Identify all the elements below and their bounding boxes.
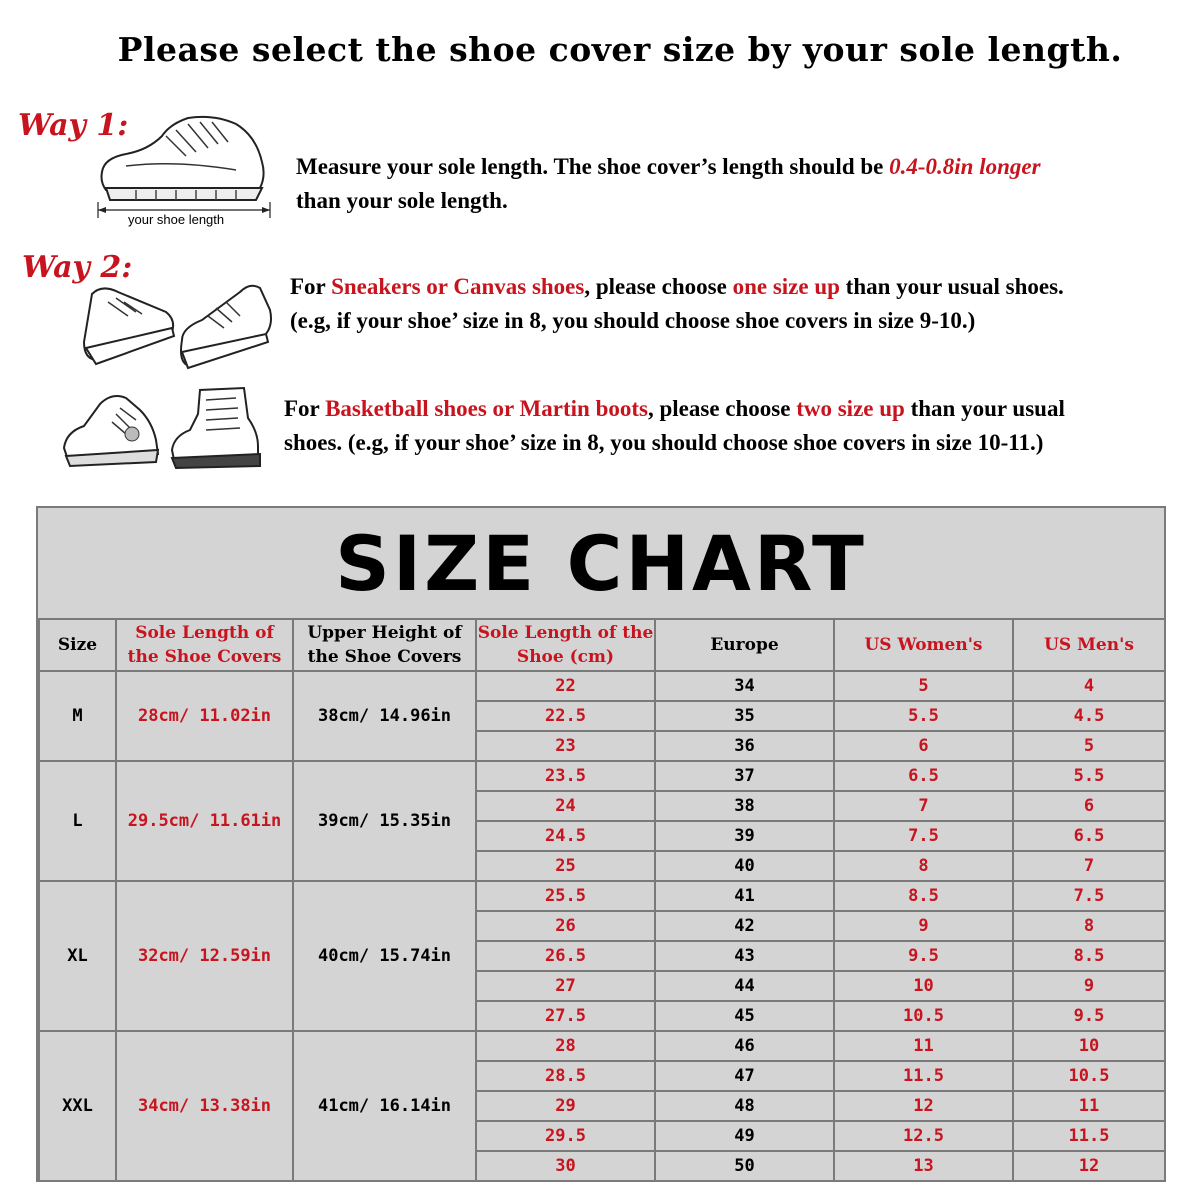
us-men-size-cell: 4.5 [1013, 701, 1165, 731]
europe-size-cell: 46 [655, 1031, 834, 1061]
us-women-size-cell: 11.5 [834, 1061, 1013, 1091]
us-men-size-cell: 9.5 [1013, 1001, 1165, 1031]
us-women-size-cell: 7 [834, 791, 1013, 821]
header-us-men: US Men's [1013, 619, 1165, 671]
europe-size-cell: 37 [655, 761, 834, 791]
us-women-size-cell: 10 [834, 971, 1013, 1001]
us-men-size-cell: 8 [1013, 911, 1165, 941]
size-table-body [39, 671, 1165, 1181]
boots-text-mid: , please choose [647, 396, 797, 421]
sole-length-shoe-cell: 27.5 [476, 1001, 655, 1031]
header-size: Size [39, 619, 116, 671]
europe-size-cell: 50 [655, 1151, 834, 1181]
sole-length-shoe-cell: 26.5 [476, 941, 655, 971]
us-women-size-cell: 10.5 [834, 1001, 1013, 1031]
way-2-label: Way 2: [22, 250, 133, 285]
size-cell: XL [39, 881, 116, 1031]
us-women-size-cell: 12 [834, 1091, 1013, 1121]
sole-length-shoe-cell: 22.5 [476, 701, 655, 731]
us-men-size-cell: 4 [1013, 671, 1165, 701]
us-women-size-cell: 6.5 [834, 761, 1013, 791]
way-1-text-part-2: than your sole length. [296, 188, 508, 213]
sole-length-shoe-cell: 23 [476, 731, 655, 761]
us-women-size-cell: 7.5 [834, 821, 1013, 851]
us-women-size-cell: 9 [834, 911, 1013, 941]
shoe-length-caption: your shoe length [128, 212, 225, 227]
europe-size-cell: 42 [655, 911, 834, 941]
us-men-size-cell: 6 [1013, 791, 1165, 821]
us-men-size-cell: 7 [1013, 851, 1165, 881]
table-row [39, 671, 1165, 701]
us-men-size-cell: 10.5 [1013, 1061, 1165, 1091]
europe-size-cell: 36 [655, 731, 834, 761]
page-headline: Please select the shoe cover size by your sole length. [117, 30, 1123, 69]
boots-text-pre: For [284, 396, 326, 421]
sneakers-text-post: than your usual shoes. [839, 274, 1064, 299]
one-size-up-highlight: one size up [732, 274, 840, 299]
sole-length-shoe-cell: 29 [476, 1091, 655, 1121]
way-2-boots-instructions [284, 392, 1194, 460]
way-1-highlight: 0.4-0.8in longer [889, 154, 1041, 179]
us-men-size-cell: 7.5 [1013, 881, 1165, 911]
upper-height-cell: 41cm/ 16.14in [293, 1031, 476, 1181]
europe-size-cell: 44 [655, 971, 834, 1001]
upper-height-cell: 39cm/ 15.35in [293, 761, 476, 881]
table-row [39, 881, 1165, 911]
sole-length-covers-cell: 34cm/ 13.38in [116, 1031, 293, 1181]
us-men-size-cell: 6.5 [1013, 821, 1165, 851]
table-header-row [39, 619, 1165, 671]
europe-size-cell: 35 [655, 701, 834, 731]
sole-length-shoe-cell: 25 [476, 851, 655, 881]
us-men-size-cell: 10 [1013, 1031, 1165, 1061]
sneakers-example: (e.g, if your shoe’ size in 8, you should choose shoe covers in size 9-10.) [290, 308, 976, 333]
sneakers-text-mid: , please choose [584, 274, 733, 299]
us-women-size-cell: 6 [834, 731, 1013, 761]
header-europe: Europe [655, 619, 834, 671]
us-men-size-cell: 5 [1013, 731, 1165, 761]
us-men-size-cell: 5.5 [1013, 761, 1165, 791]
us-women-size-cell: 5.5 [834, 701, 1013, 731]
us-men-size-cell: 8.5 [1013, 941, 1165, 971]
europe-size-cell: 34 [655, 671, 834, 701]
size-table [38, 618, 1166, 1182]
canvas-sneakers-icon [78, 272, 278, 372]
us-men-size-cell: 11 [1013, 1091, 1165, 1121]
us-men-size-cell: 9 [1013, 971, 1165, 1001]
sole-length-shoe-cell: 30 [476, 1151, 655, 1181]
two-size-up-highlight: two size up [796, 396, 905, 421]
europe-size-cell: 49 [655, 1121, 834, 1151]
upper-height-cell: 38cm/ 14.96in [293, 671, 476, 761]
europe-size-cell: 48 [655, 1091, 834, 1121]
sole-length-shoe-cell: 22 [476, 671, 655, 701]
europe-size-cell: 38 [655, 791, 834, 821]
sole-length-shoe-cell: 28 [476, 1031, 655, 1061]
us-women-size-cell: 11 [834, 1031, 1013, 1061]
us-women-size-cell: 13 [834, 1151, 1013, 1181]
header-upper-height: Upper Height of the Shoe Covers [293, 619, 476, 671]
size-cell: XXL [39, 1031, 116, 1181]
table-row [39, 1031, 1165, 1061]
sole-length-shoe-cell: 25.5 [476, 881, 655, 911]
sneakers-text-pre: For [290, 274, 332, 299]
europe-size-cell: 41 [655, 881, 834, 911]
size-chart [36, 506, 1166, 1182]
sole-length-covers-cell: 29.5cm/ 11.61in [116, 761, 293, 881]
table-row [39, 761, 1165, 791]
sole-length-shoe-cell: 28.5 [476, 1061, 655, 1091]
way-1-instructions [296, 150, 1176, 218]
sole-length-shoe-cell: 24.5 [476, 821, 655, 851]
way-1-text-part-1: Measure your sole length. The shoe cover’s length should be [296, 154, 890, 179]
us-women-size-cell: 9.5 [834, 941, 1013, 971]
sole-length-shoe-cell: 23.5 [476, 761, 655, 791]
sole-length-covers-cell: 32cm/ 12.59in [116, 881, 293, 1031]
us-women-size-cell: 8.5 [834, 881, 1013, 911]
upper-height-cell: 40cm/ 15.74in [293, 881, 476, 1031]
way-1-label: Way 1: [18, 108, 129, 143]
way-2-sneakers-instructions [290, 270, 1190, 338]
us-men-size-cell: 11.5 [1013, 1121, 1165, 1151]
boots-text-post: than your usual [904, 396, 1065, 421]
us-women-size-cell: 8 [834, 851, 1013, 881]
boots-highlight: Basketball shoes or Martin boots [325, 396, 648, 421]
us-women-size-cell: 5 [834, 671, 1013, 701]
boots-example: shoes. (e.g, if your shoe’ size in 8, you should choose shoe covers in size 10-11.) [284, 430, 1044, 455]
sole-length-shoe-cell: 26 [476, 911, 655, 941]
us-men-size-cell: 12 [1013, 1151, 1165, 1181]
sole-length-shoe-cell: 24 [476, 791, 655, 821]
size-cell: M [39, 671, 116, 761]
europe-size-cell: 43 [655, 941, 834, 971]
sole-length-covers-cell: 28cm/ 11.02in [116, 671, 293, 761]
sole-length-shoe-cell: 29.5 [476, 1121, 655, 1151]
europe-size-cell: 40 [655, 851, 834, 881]
sole-length-shoe-cell: 27 [476, 971, 655, 1001]
size-chart-title: SIZE CHART [38, 508, 1164, 620]
europe-size-cell: 39 [655, 821, 834, 851]
header-sole-length-shoe: Sole Length of the Shoe (cm) [476, 619, 655, 671]
europe-size-cell: 47 [655, 1061, 834, 1091]
header-sole-length-covers: Sole Length of the Shoe Covers [116, 619, 293, 671]
sneakers-highlight: Sneakers or Canvas shoes [331, 274, 585, 299]
size-cell: L [39, 761, 116, 881]
basketball-shoe-and-boot-icon [60, 384, 270, 470]
header-us-women: US Women's [834, 619, 1013, 671]
europe-size-cell: 45 [655, 1001, 834, 1031]
us-women-size-cell: 12.5 [834, 1121, 1013, 1151]
